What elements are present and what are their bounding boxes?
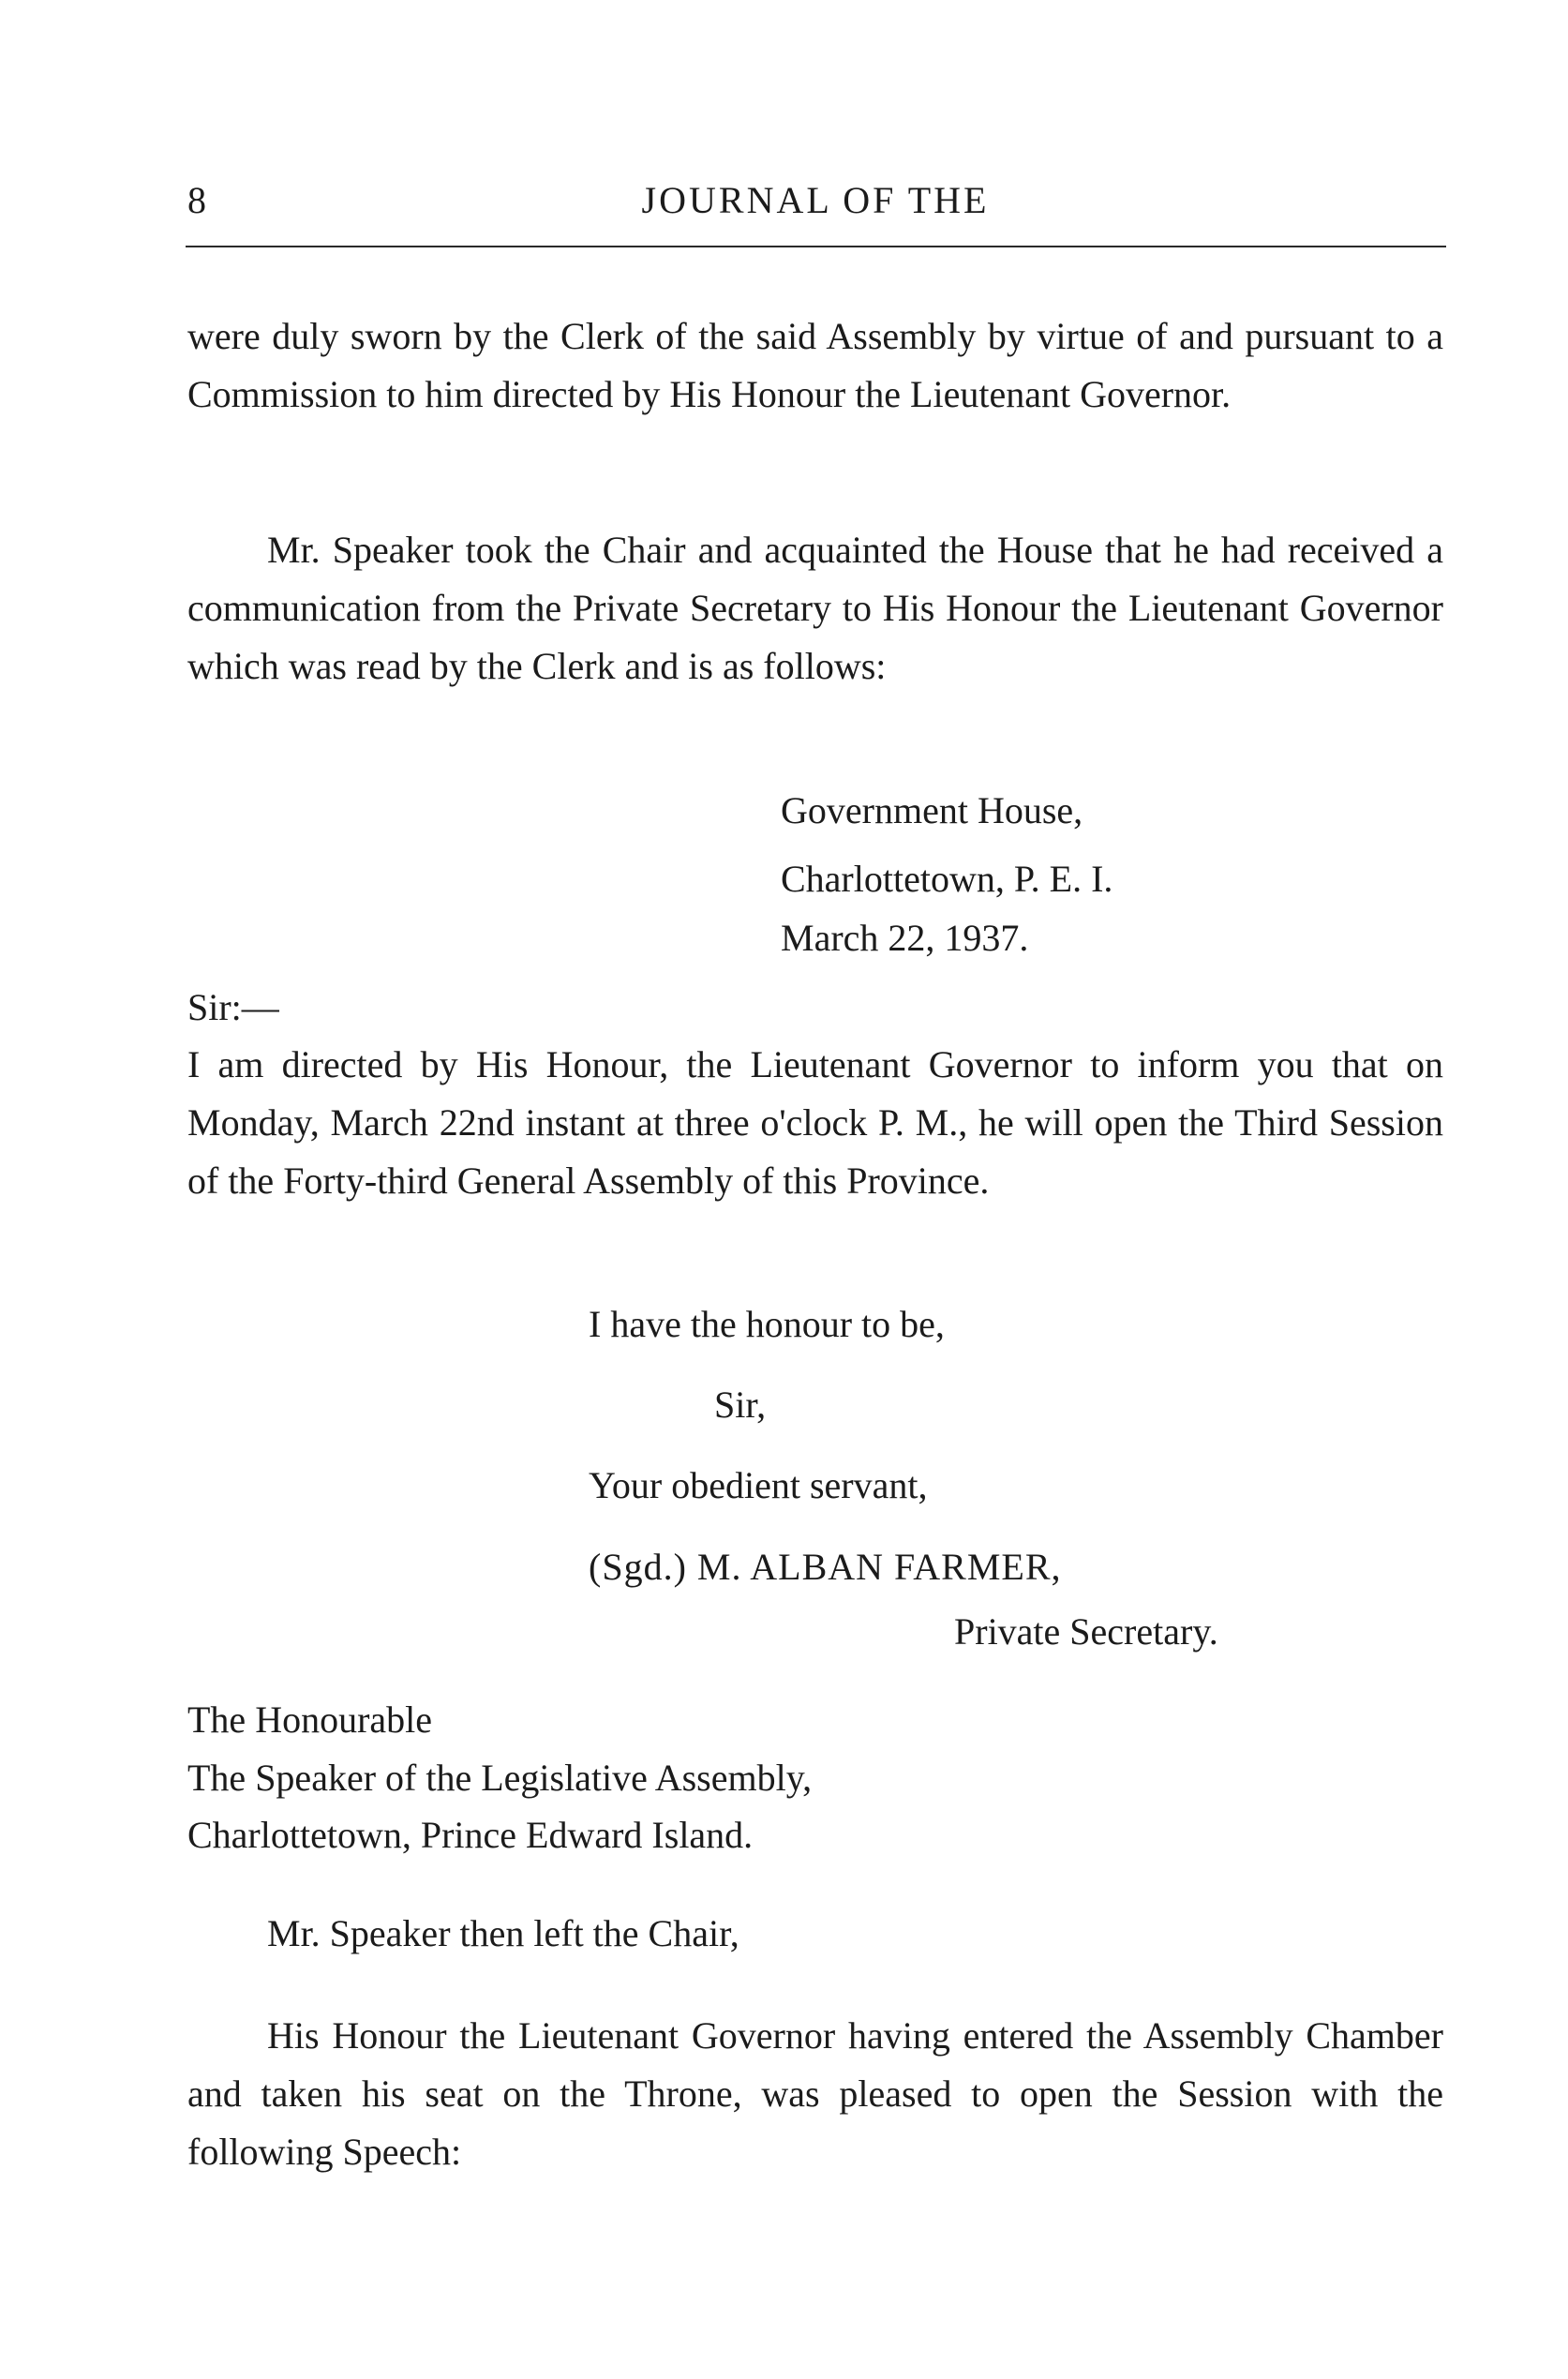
page-header <box>187 178 1443 234</box>
letter-closing-sir: Sir, <box>714 1384 767 1426</box>
letter-body <box>187 1036 1443 1210</box>
letter-closing-servant: Your obedient servant, <box>589 1464 928 1506</box>
recipient-line: The Speaker of the Legislative Assembly, <box>187 1757 813 1799</box>
letter-signatory-title: Private Secretary. <box>954 1610 1218 1653</box>
paragraph-left-chair: Mr. Speaker then left the Chair, <box>267 1912 739 1954</box>
page-number: 8 <box>187 179 207 221</box>
paragraph-sworn: were duly sworn by the Clerk of the said Assembly by virtue of and pursuant to a Commission to him directed by His Honour the Lieutenant Governor. <box>187 315 1443 415</box>
letter-body-text: I am directed by His Honour, the Lieutenant Governor to inform you that on Monday, March 22nd instant at three o'clock P. M., he will open the Third Session of the Forty-third General Assembly of this Province. <box>187 1043 1443 1202</box>
paragraph-opening: His Honour the Lieutenant Governor having entered the Assembly Chamber and taken his seat on the Throne, was pleased to open the Session with the following Speech: <box>187 2014 1443 2173</box>
letter-salutation: Sir:— <box>187 986 279 1028</box>
letter-signature: (Sgd.) M. ALBAN FARMER, <box>589 1546 1062 1588</box>
letter-closing: I have the honour to be, <box>589 1303 945 1345</box>
header-rule <box>186 246 1446 247</box>
letter-address-line: Government House, <box>781 789 1083 831</box>
recipient-line: Charlottetown, Prince Edward Island. <box>187 1814 754 1856</box>
running-head: JOURNAL OF THE <box>641 179 990 221</box>
paragraph-speaker-took-chair: Mr. Speaker took the Chair and acquainted the House that he had received a communication from the Private Secretary to His Honour the Lieutenant Governor which was read by the Clerk and is as follows: <box>187 529 1443 687</box>
letter-address-line: Charlottetown, P. E. I. <box>781 858 1113 900</box>
letter-date: March 22, 1937. <box>781 917 1029 959</box>
recipient-line: The Honourable <box>187 1698 433 1741</box>
